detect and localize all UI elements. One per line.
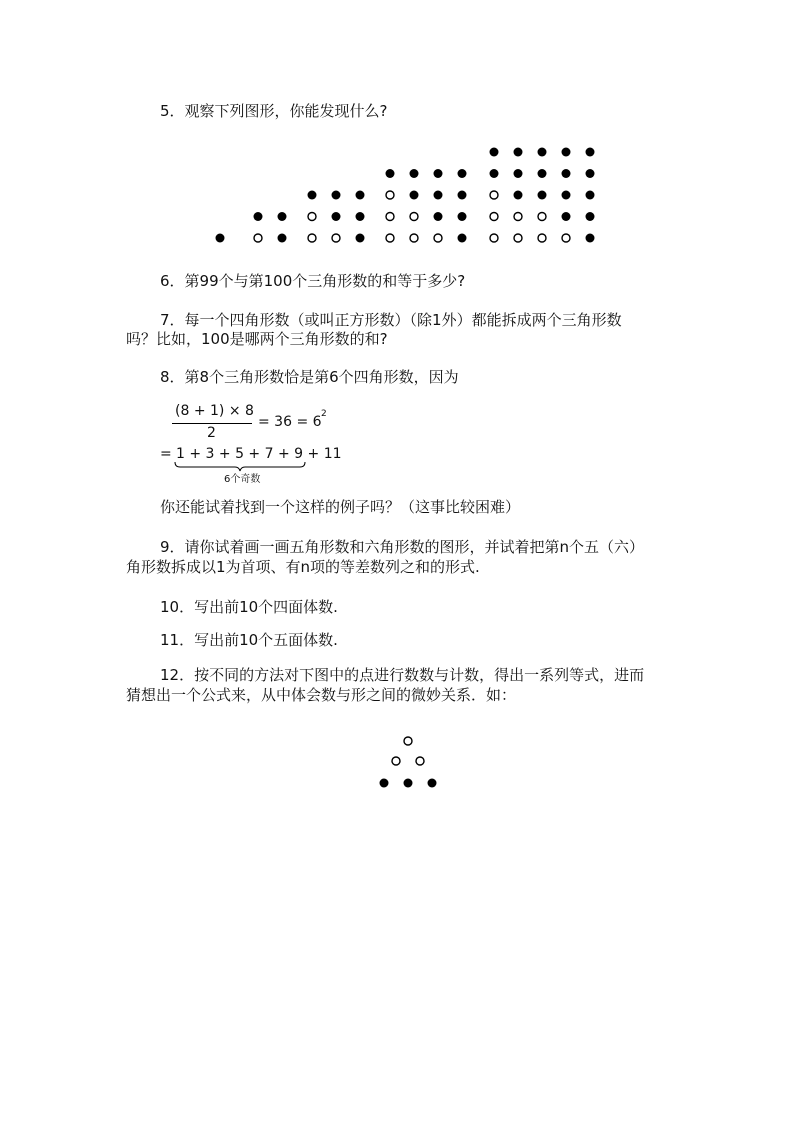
question-7-line-1: 7．每一个四角形数（或叫正方形数）（除1外）都能拆成两个三角形数 [160, 311, 622, 329]
question-12-line-2: 猜想出一个公式来，从中体会数与形之间的微妙关系．如： [126, 686, 517, 704]
hollow-dot [392, 757, 400, 765]
equation-exponent: 2 [321, 409, 327, 419]
question-10: 10．写出前10个四面体数. [160, 598, 338, 616]
brace-label: 6个奇数 [224, 474, 261, 485]
question-5: 5．观察下列图形，你能发现什么? [160, 102, 388, 120]
question-8: 8．第8个三角形数恰是第6个四角形数，因为 [160, 368, 459, 386]
filled-dot [428, 779, 437, 788]
question-8-followup: 你还能试着找到一个这样的例子吗？（这事比较困难） [160, 498, 521, 516]
equation-equals-sign: = [160, 446, 172, 462]
equation-denominator: 2 [207, 425, 216, 441]
question-9-line-2: 角形数拆成以1为首项、有n项的等差数列之和的形式. [126, 558, 480, 576]
question-9-line-1: 9．请你试着画一画五角形数和六角形数的图形，并试着把第n个五（六） [160, 538, 645, 556]
hollow-dot [404, 737, 412, 745]
equation-result: = 36 = 6 [258, 414, 322, 430]
filled-dot [380, 779, 389, 788]
question-6: 6．第99个与第100个三角形数的和等于多少? [160, 272, 466, 290]
equation-odd-sum: 1 + 3 + 5 + 7 + 9 + 11 [176, 446, 342, 462]
hollow-dot [416, 757, 424, 765]
filled-dot [404, 779, 413, 788]
question-7-line-2: 吗？比如，100是哪两个三角形数的和? [126, 330, 388, 348]
question-12-line-1: 12．按不同的方法对下图中的点进行数数与计数，得出一系列等式，进而 [160, 666, 645, 684]
equation-numerator: (8 + 1) × 8 [175, 403, 254, 419]
question-11: 11．写出前10个五面体数. [160, 631, 338, 649]
